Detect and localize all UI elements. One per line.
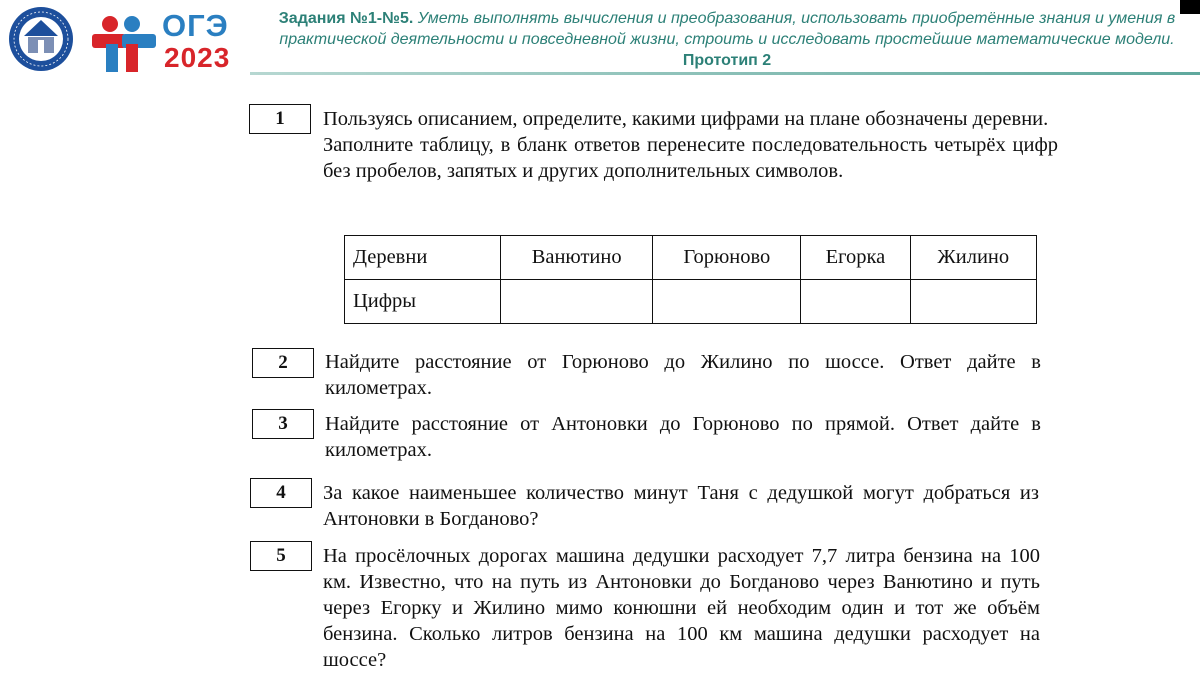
village-cell: Егорка: [801, 236, 910, 280]
oge-title: ОГЭ: [162, 8, 229, 43]
task-number-box: 4: [250, 478, 312, 508]
task-text: [323, 106, 1058, 184]
oge-figure-icon: [92, 14, 156, 72]
prototype-label: Прототип 2: [682, 52, 772, 69]
task-text: За какое наименьшее количество минут Таня с дедушкой могут добраться из Антоновки в Богданово?: [323, 482, 1039, 530]
header-divider: [250, 72, 1200, 75]
table-row-villages: [345, 236, 1037, 280]
task-text: Найдите расстояние от Антоновки до Горюново по прямой. Ответ дайте в километрах.: [325, 413, 1041, 461]
village-cell: Жилино: [910, 236, 1036, 280]
villages-table: [344, 235, 1037, 324]
digit-cell[interactable]: [653, 280, 801, 324]
task-text: Найдите расстояние от Горюново до Жилино по шоссе. Ответ дайте в километрах.: [325, 351, 1041, 399]
digit-cell[interactable]: [501, 280, 653, 324]
header-description: [262, 8, 1192, 71]
task-number-box: 1: [249, 104, 311, 134]
tasks-label: Задания №1-№5.: [278, 10, 414, 27]
corner-mark: [1180, 0, 1200, 14]
village-cell: Ванютино: [501, 236, 653, 280]
task-number-box: 5: [250, 541, 312, 571]
mcko-seal-logo: [8, 6, 74, 72]
row-header-villages: Деревни: [345, 236, 501, 280]
task-number-box: 2: [252, 348, 314, 378]
task-1-paragraph-2: Заполните таблицу, в бланк ответов перенесите последовательность четырёх цифр без пробелов, запятых и других дополнительных символов.: [323, 134, 1058, 182]
oge-year: 2023: [164, 42, 231, 73]
skills-description: Уметь выполнять вычисления и преобразования, использовать приобретённые знания и умения в практической деятельности и повседневной жизни, строить и исследовать простейшие математические модели.: [279, 10, 1176, 48]
row-header-digits: Цифры: [345, 280, 501, 324]
task-text: На просёлочных дорогах машина дедушки расходует 7,7 литра бензина на 100 км. Известно, что на путь из Антоновки до Богданово через Ванютино и путь через Егорку и Жилино мимо конюшни ей необходим один и тот же объём бензина. Сколько литров бензина на 100 км машина дедушки расходует на шоссе?: [323, 545, 1040, 671]
table-row-digits: [345, 280, 1037, 324]
task-number-box: 3: [252, 409, 314, 439]
task-1-paragraph-1: Пользуясь описанием, определите, какими цифрами на плане обозначены деревни.: [323, 108, 1049, 130]
oge-logo: [92, 10, 242, 76]
digit-cell[interactable]: [801, 280, 910, 324]
digit-cell[interactable]: [910, 280, 1036, 324]
page-header: [0, 0, 1200, 80]
village-cell: Горюново: [653, 236, 801, 280]
